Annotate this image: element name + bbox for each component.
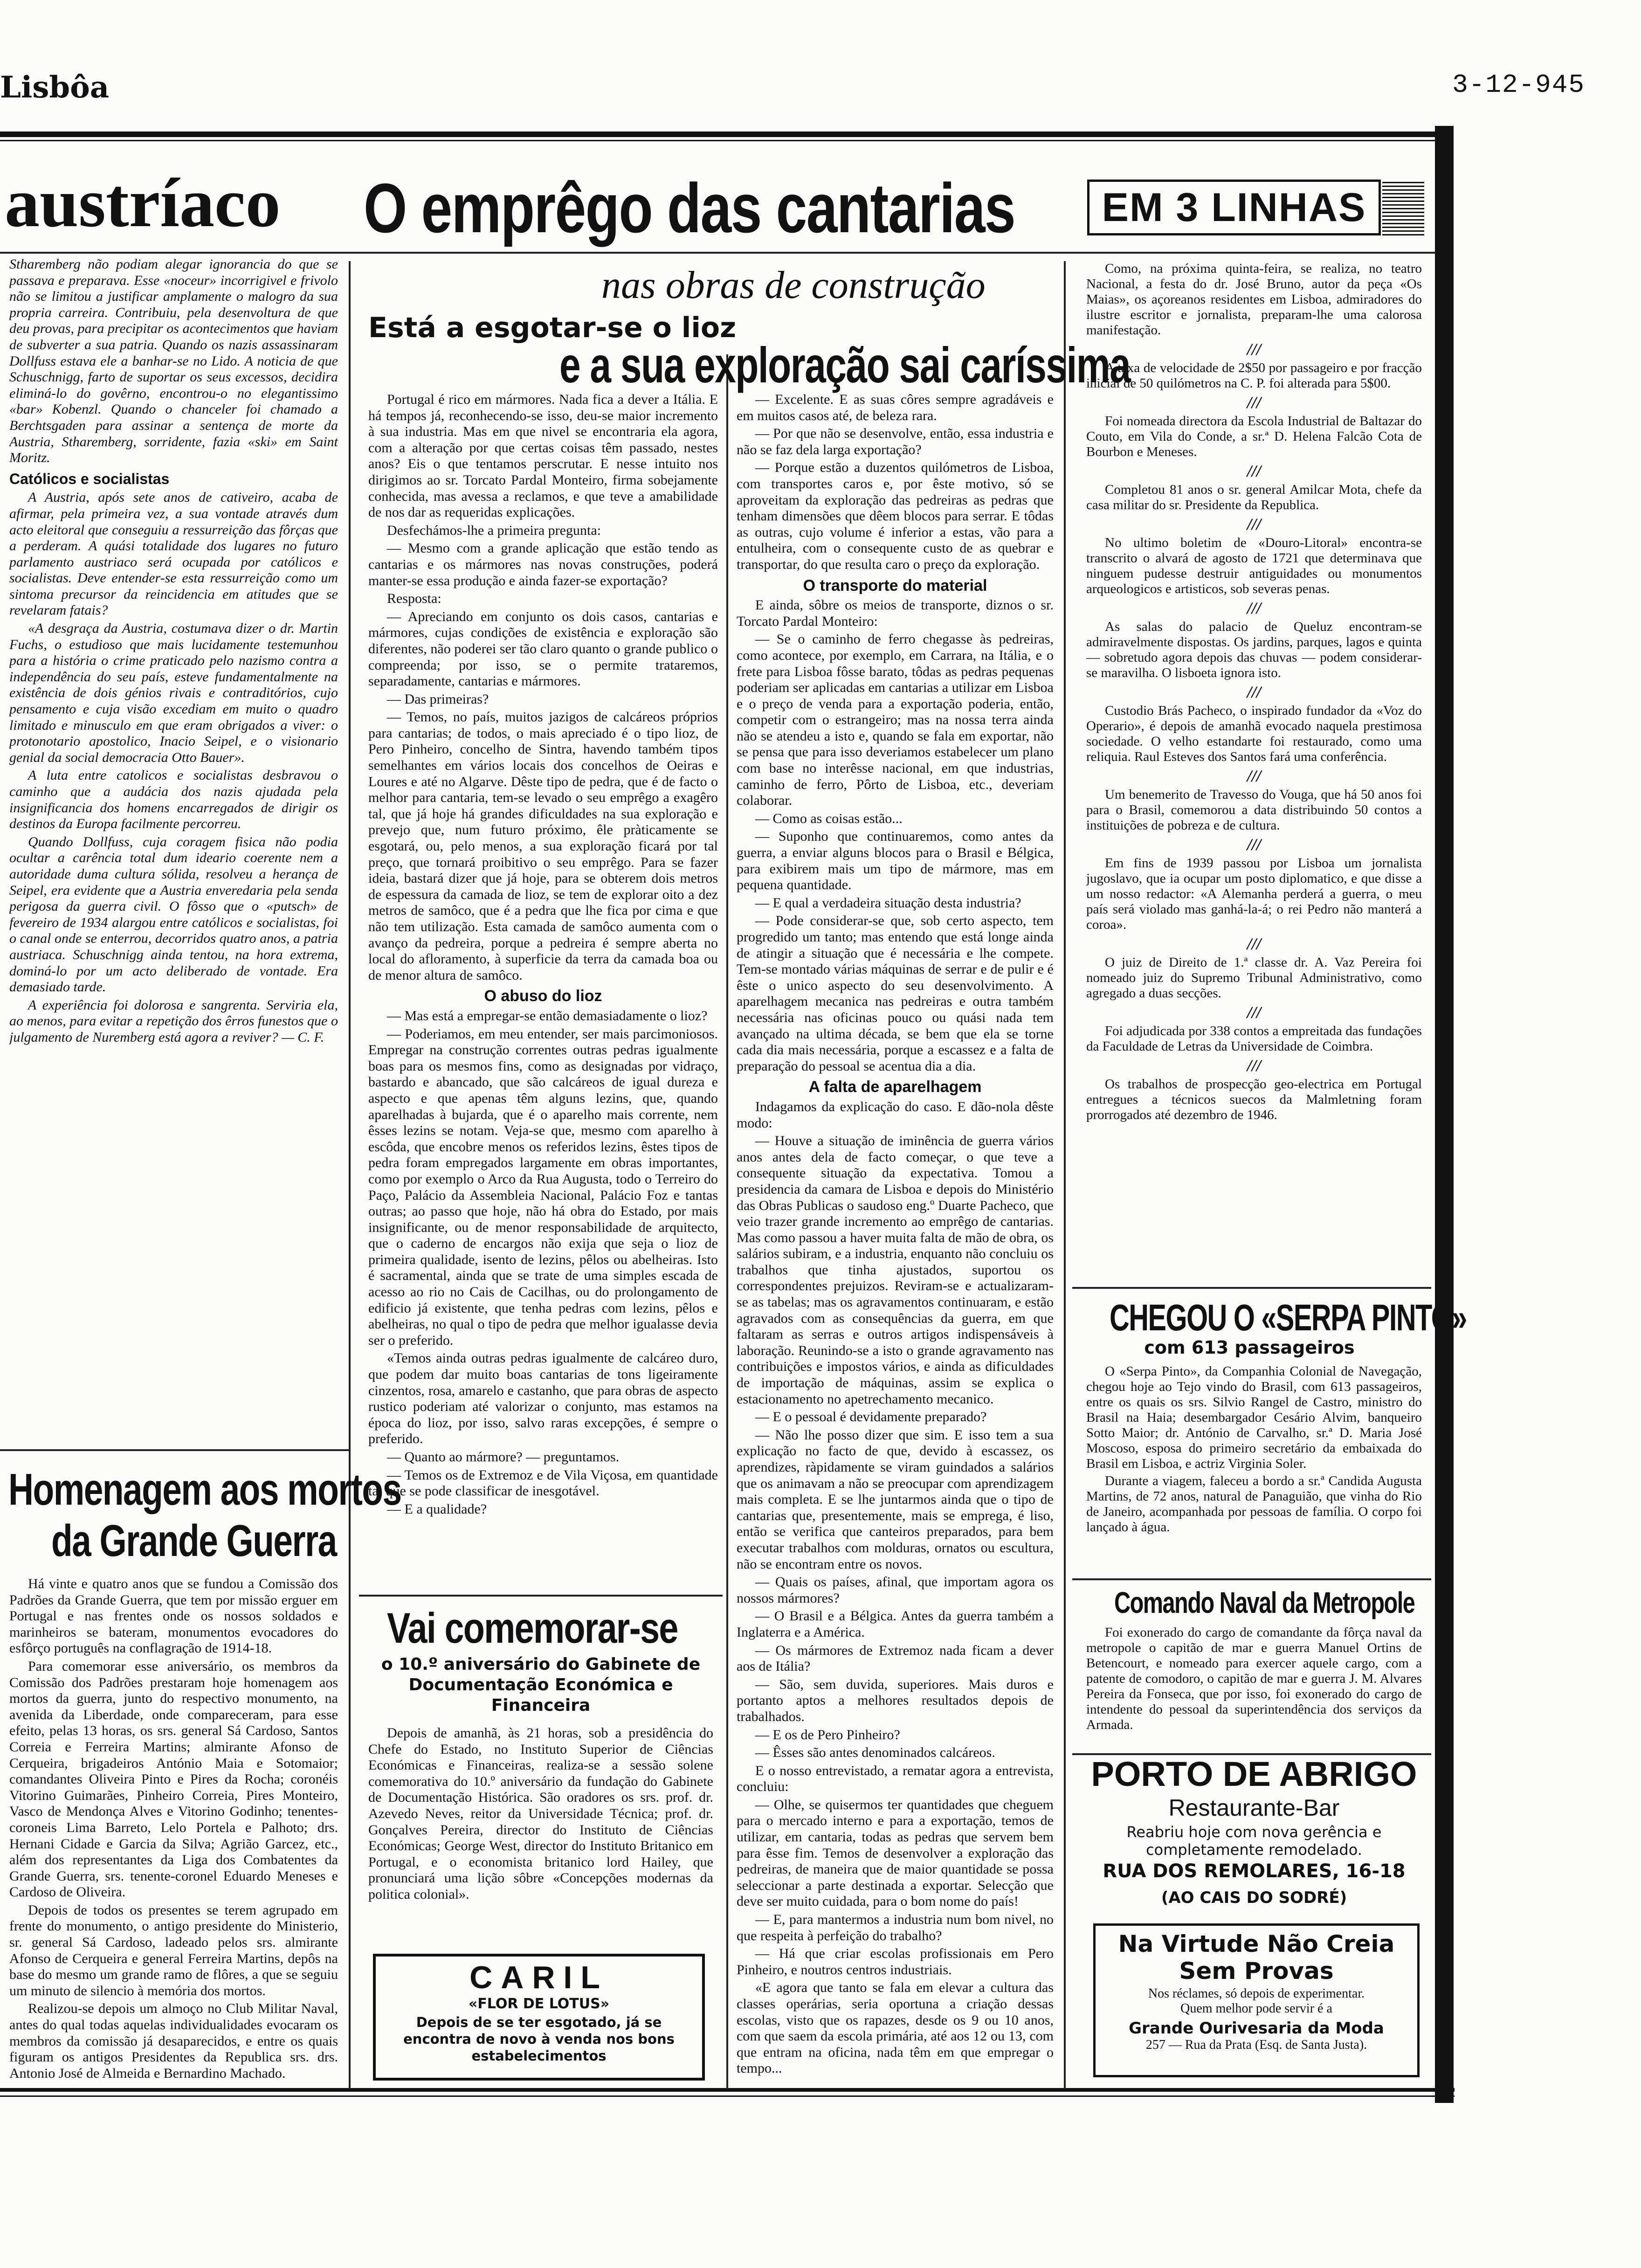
homenagem-paragraph: Há vinte e quatro anos que se fundou a Comissão dos Padrões da Grande Guerra, que tem por missão erguer em Portugal e nas frentes onde os nossos soldados e marinheiros se bateram, monumentos evocadores do esfôrço português na conflagração de 1914-18. — [9, 1576, 338, 1656]
virtude-text-2: Quem melhor pode servir é a — [1180, 2001, 1332, 2016]
main-paragraph: — E os de Pero Pinheiro? — [755, 1727, 900, 1742]
top-rule — [0, 131, 1436, 137]
porto-address: RUA DOS REMOLARES, 16-18 — [1103, 1860, 1406, 1882]
main-paragraph: Portugal é rico em mármores. Nada fica a dever a Itália. E há tempos já, reconhecendo-se isso, deu-se maior incremento à sua industria. Mas em que nivel se encontraria ela agora, com a alteração por que certas coisas têm passado, nestes anos? Eis o que tentamos perscrutar. E nesse intuito nos dirigimos ao sr. Torcato Pardal Monteiro, firma sobejamente conhecida, mas avessa a reclamos, e que teve a amabilidade de nos dar as requeridas explicações. — [368, 392, 718, 520]
main-paragraph: — Suponho que continuaremos, como antes da guerra, a enviar alguns blocos para o Brasil e Bélgica, para exibirem mais um tipo de mármore, mas em pequena quantidade. — [737, 829, 1054, 893]
left-paragraph: A Austria, após sete anos de cativeiro, acaba de afirmar, pela primeira vez, a sua vontade através dum acto eleitoral que conseguiu a ressurreição das fôrças que a perderam. A quási totalidade dos lugares no futuro parlamento austriaco será ocupada por católicos e socialistas. Deve entender-se esta ressurreição como um sintoma precursor da reincidencia em atitudes que se revelaram fatais? — [9, 490, 338, 618]
homenagem-headline-1: Homenagem aos mortos — [8, 1465, 401, 1514]
brief-item: No ultimo boletim de «Douro-Litoral» encontra-se transcrito o alvará de agosto de 1721 que determinava que ninguem pudesse destruir antiguidades ou monumentos arqueologicos e artisticos, sob severas penas. — [1086, 535, 1422, 596]
main-paragraph: — E a qualidade? — [387, 1501, 487, 1517]
naval-top-rule — [1072, 1578, 1431, 1580]
virtude-address: 257 — Rua da Prata (Esq. de Santa Justa). — [1145, 2038, 1367, 2052]
brief-separator: /// — [1247, 340, 1261, 359]
serpa-subhead: com 613 passageiros — [1144, 1337, 1355, 1358]
main-paragraph: — Poderiamos, em meu entender, ser mais parcimoniosos. Empregar na construção correntes outras pedras igualmente boas para os mesmos fins, como as designadas por vidraço, bastardo e abancado, que são calcáreos de igual dureza e aspecto e que apenas têm alguns lezins, que, quando aparelhadas à bujarda, que é o aparelho mais corrente, nem êsses lezins se notam. Veja-se que, mesmo com aparelho à escôda, que encobre menos os referidos lezins, êstes tipos de pedra foram empregados largamente em obras importantes, como por exemplo o Arco da Rua Augusta, todo o Terreiro do Paço, Palácio da Assembleia Nacional, Palácio Foz e tantas outras; ao passo que hoje, não há obra do Estado, por mais insignificante, ou de menor responsabilidade de arquitecto, que o caderno de encargos não exija que seja o lioz de primeira qualidade, isento de lezins, pêlos ou abelheiras. Isto é sacramental, ainda que se trate de uma simples escada de acesso ao rio no Cais de Cacilhas, ou do prolongamento de edificio já existente, que tenha pedras com lezins, pêlos e abelheiras, no qual o tipo de pedra que melhor igualasse devia ser o preferido. — [368, 1026, 718, 1348]
em3linhas-items — [1086, 261, 1422, 1268]
main-paragraph: Indagamos da explicação do caso. E dão-nola dêste modo: — [737, 1099, 1054, 1131]
brief-separator: /// — [1247, 515, 1261, 533]
brief-separator: /// — [1247, 835, 1261, 854]
brief-item: Em fins de 1939 passou por Lisboa um jornalista jugoslavo, que ia ocupar um posto diplomatico, e que disse a um nosso redactor: «A Alemanha perderá a guerra, o meu país será violado mas ganhá-la-á; o rei Pedro não manterá a coroa». — [1086, 856, 1422, 932]
main-paragraph: «Temos ainda outras pedras igualmente de calcáreo duro, que podem dar muito boas cantarias de tons ligeiramente cinzentos, rosa, amarelo e castanho, que para obras de aspecto rustico poderiam até valorizar o conjunto, mas estamos na época do lioz, por isso, salvo raras excepções, é sempre o preferido. — [368, 1350, 718, 1447]
main-paragraph: — E, para mantermos a industria num bom nivel, no que respeita à perfeição do trabalho? — [737, 1912, 1054, 1943]
porto-title: PORTO DE ABRIGO — [1091, 1755, 1417, 1793]
naval-paragraph: Foi exonerado do cargo de comandante da fôrça naval da metropole o capitão de mar e guerra Manuel Ortins de Betencourt, e nomeado para exercer aquele cargo, com a patente de comodoro, o capitão de mar e guerra J. M. Alvares Pereira da Fonseca, que por isso, foi exonerado do cargo de intendente do pessoal da superintendência dos serviços da Armada. — [1086, 1625, 1422, 1732]
serpa-paragraph: O «Serpa Pinto», da Companhia Colonial de Navegação, chegou hoje ao Tejo vindo do Brasil, com 613 passageiros, entre os quais os srs. Silvio Rangel de Castro, ministro do Brasil na Haia; desembargador Cesário Alvim, banqueiro Sotto Maior; dr. António de Carvalho, sr.ª D. Maria José Moscoso, esposa do primeiro secretário da embaixada do Brasil em Lisboa, e actriz Virginia Soler. — [1086, 1364, 1422, 1471]
brief-item: Completou 81 anos o sr. general Amilcar Mota, chefe da casa militar do sr. Presidente da Republica. — [1086, 482, 1422, 512]
main-paragraph: — São, sem duvida, superiores. Mais duros e portanto aptos a melhores resultados depois de trabalhados. — [737, 1676, 1054, 1724]
issue-date: 3-12-945 — [1452, 70, 1585, 100]
serpa-paragraph: Durante a viagem, faleceu a bordo a sr.ª Candida Augusta Martins, de 72 anos, natural de Panaguião, que vinha do Rio de Janeiro, acompanhada por pessoas de família. O corpo foi lançado à água. — [1086, 1473, 1422, 1535]
virtude-text-1: Nos réclames, só depois de experimentar. — [1148, 1986, 1365, 2001]
gabinete-headline: Vai comemorar-se — [387, 1604, 678, 1652]
main-paragraph: E ainda, sôbre os meios de transporte, diznos o sr. Torcato Pardal Monteiro: — [737, 597, 1054, 629]
main-paragraph: — E o pessoal é devidamente preparado? — [755, 1409, 987, 1425]
main-column-2 — [737, 392, 1054, 2082]
main-paragraph: Desfechámos-lhe a primeira pregunta: — [387, 522, 601, 538]
main-paragraph: — Por que não se desenvolve, então, essa industria e não se faz dela larga exportação? — [737, 426, 1054, 457]
em3linhas-title: EM 3 LINHAS — [1102, 185, 1366, 230]
brief-separator: /// — [1247, 393, 1261, 412]
main-paragraph: — Houve a situação de iminência de guerra vários anos antes dela de facto começar, o que teve a consequente situação da expectativa. Tomou a presidencia da camara de Lisboa e depois do Ministério das Obras Publicas o saudoso eng.º Duarte Pacheco, que veio trazer grande incremento ao emprêgo de cantarias. Mas como passou a haver muita falta de mão de obra, os salários subiram, e a industria, enquanto não concluiu os trabalhos que tinha ajustados, suportou os correspondentes prejuizos. Reviram-se e actualizaram-se as tabelas; mas os agravamentos continuaram, e estão agravados com as consequências da guerra, em que faltaram as serras e outros artigos indispensáveis à laboração. Reunindo-se a isto o grande agravamento nas contribuições e impostos vários, e ainda as dificuldades de importação de máquinas, assim se explica o estacionamento no apetrechamento mecanico. — [737, 1133, 1054, 1407]
caril-title: CARIL — [469, 1960, 608, 1995]
bottom-rule-thin — [0, 2095, 1455, 2097]
main-paragraph: — Excelente. E as suas côres sempre agradáveis e em muitos casos até, de beleza rara. — [737, 392, 1054, 423]
gabinete-top-rule — [359, 1595, 723, 1597]
brief-item: Um benemerito de Travesso do Vouga, que há 50 anos foi para o Brasil, comemorou a data distribuindo 50 contos a instituições de pobreza e de cultura. — [1086, 787, 1422, 833]
main-paragraph: — Mesmo com a grande aplicação que estão tendo as cantarias e os mármores nas novas construções, poderá manter-se essa produção e ainda fazer-se exportação? — [368, 540, 718, 588]
main-paragraph: E o nosso entrevistado, a rematar agora a entrevista, concluiu: — [737, 1763, 1054, 1795]
brief-item: Os trabalhos de prospecção geo-electrica em Portugal entregues a técnicos suecos da Malmletning foram prorrogados até dezembro de 1946. — [1086, 1077, 1422, 1122]
main-paragraph: — O Brasil e a Bélgica. Antes da guerra também a Inglaterra e a América. — [737, 1608, 1054, 1640]
main-paragraph: — Mas está a empregar-se então demasiadamente o lioz? — [387, 1008, 708, 1023]
main-paragraph: — Olhe, se quisermos ter quantidades que cheguem para o mercado interno e para a exportação, temos de utilizar, em cantaria, todas as pedras que servem bem para êsse fim. Temos de desenvolver a exploração das pedreiras, de maneira que de maior quantidade se possa seleccionar a parte destinada a exportar. Selecção que deve ser muito cuidada, para o bom nome do país! — [737, 1797, 1054, 1909]
main-paragraph: — Porque estão a duzentos quilómetros de Lisboa, com transportes caros e, por êste motivo, só se aproveitam da exploração das pedreiras as pedras que tenham dimensões que dêem blocos para serrar. E tôdas as outras, cujo volume é inferior a estas, vão para a entulheira, com o consequente custo de as quebrar e transportar, do que resulta caro o preço da exploração. — [737, 460, 1054, 572]
gabinete-body — [368, 1725, 713, 1940]
main-paragraph: — Temos, no país, muitos jazigos de calcáreos próprios para cantarias; de todos, o mais apreciado é o tipo lioz, de Pero Pinheiro, concelho de Sintra, havendo também tipos semelhantes em vários locais dos concelhos de Oeiras e Loures e até no Algarve. Dêste tipo de pedra, que é de facto o melhor para cantaria, tem-se levado o seu emprêgo a exagêro tal, que já hoje há grandes dificuldades na sua exploração e prevejo que, num futuro próximo, êle pràticamente se esgotará, ou, pelo menos, a sua exploração ficará por tal preço, que tornará proibitivo o seu emprêgo. Para se fazer ideia, bastará dizer que já hoje, para se obterem dois metros de espessura da camada de lioz, se tem de explorar oito a dez metros de samôco, que é a pedra que lhe fica por cima e que não tem utilização. Esta camada de samôco aumenta com o avanço da pedreira, porque a pedreira é sempre aberta no local do afloramento, à superficie da terra da camada boa ou de menor altura de samôco. — [368, 709, 718, 983]
main-paragraph: — Êsses são antes denominados calcáreos. — [755, 1745, 995, 1761]
main-paragraph: — Não lhe posso dizer que sim. E isso tem a sua explicação no facto de que, devido à escassez, os aprendizes, ràpidamente se viram guindados a salários que os animavam a não se preocupar com aprendizagem mais completa. E se lhe juntarmos ainda que o tipo de cantarias que, presentemente, mais se emprega, é liso, então se verifica que canteiros preparados, para bem executar trabalhos com molduras, ornatos ou escultura, não se encontram entre os novos. — [737, 1427, 1054, 1572]
main-paragraph: — E qual a verdadeira situação desta industria? — [755, 895, 1021, 911]
porto-text: Reabriu hoje com nova gerência e completamente remodelado. — [1126, 1823, 1382, 1859]
porto-subtitle: Restaurante-Bar — [1168, 1795, 1340, 1821]
caril-subtitle: «FLOR DE LOTUS» — [468, 1996, 610, 2012]
brief-item: Foi adjudicada por 338 contos a empreitada das fundações da Faculdade de Letras da Universidade de Coimbra. — [1086, 1023, 1422, 1054]
em3linhas-title-box — [1087, 180, 1381, 235]
virtude-shop: Grande Ourivesaria da Moda — [1129, 2019, 1384, 2038]
main-headline: O emprêgo das cantarias — [364, 169, 1015, 247]
serpa-body — [1086, 1364, 1422, 1569]
porto-note: (AO CAIS DO SODRÉ) — [1161, 1888, 1347, 1907]
left-paragraph: A experiência foi dolorosa e sangrenta. Serviria ela, ao menos, para evitar a repetição dos êrros funestos que o julgamento de Nuremberg está agora a reviver? — C. F. — [9, 997, 338, 1045]
subhead-falta: A falta de aparelhagem — [808, 1078, 982, 1096]
main-paragraph: — Das primeiras? — [387, 691, 489, 707]
serpa-top-rule — [1072, 1287, 1431, 1289]
main-paragraph: Resposta: — [387, 591, 441, 607]
homenagem-paragraph: Depois de todos os presentes se terem agrupado em frente do monumento, o antigo presidente do Ministerio, sr. general Sá Cardoso, ladeado pelos srs. almirante Afonso de Cerqueira e general Ferreira Martins, depôs na base do mesmo um grande ramo de flôres, a que se seguiu um minuto de silencio à memória dos mortos. — [9, 1902, 338, 1998]
virtude-title-1: Na Virtude Não Creia — [1118, 1930, 1395, 1957]
main-deck-2: e a sua exploração sai caríssima — [559, 337, 1131, 393]
left-paragraph: Quando Dollfuss, cuja coragem fisica não podia ocultar a carência total dum ideario coerente nem a autoridade duma cultura sólida, resolveu a herança de Seipel, era evidente que a Austria enveredaria pela senda perigosa da guerra civil. O fôsso que o «putsch» de fevereiro de 1934 alargou entre católicos e socialistas, foi o canal onde se enterrou, decorridos quatro anos, a patria austriaca. Schuschnigg ainda tentou, na hora extrema, dominá-lo por um acto deliberado de vontade. Era demasiado tarde. — [9, 834, 338, 995]
left-headline: austríaco — [5, 164, 281, 242]
brief-separator: /// — [1247, 767, 1261, 785]
brief-item: Como, na próxima quinta-feira, se realiza, no teatro Nacional, a festa do dr. José Bruno, autor da peça «Os Maias», os açoreanos residentes em Lisboa, admiradores do ilustre escritor e jornalista, preparam-lhe uma calorosa manifestação. — [1086, 261, 1422, 338]
left-subhead: Católicos e socialistas — [9, 470, 170, 487]
top-rule-thin — [0, 140, 1436, 141]
main-deck-1: Está a esgotar-se o lioz — [368, 311, 737, 344]
main-paragraph: — Se o caminho de ferro chegasse às pedreiras, como acontece, por exemplo, em Carrara, na Itália, e o frete para Lisboa fôsse barato, tôdas as pedras pequenas poderiam ser aplicadas em cantarias a utilizar em Lisboa e o preço de venda para a exportação poderia, então, competir com o estrangeiro; mas na nossa terra ainda não se atendeu a isto e, quando se fala em exportar, não se pensa que para isso deveriamos estabelecer um plano com base no interêsse nacional, em que industrias, caminho de ferro, Pôrto de Lisboa, etc., deveriam colaborar. — [737, 631, 1054, 809]
main-column-1 — [368, 392, 718, 1585]
virtude-title-2: Sem Provas — [1179, 1957, 1334, 1984]
brief-separator: /// — [1247, 683, 1261, 701]
main-kicker: nas obras de construção — [601, 263, 986, 307]
brief-separator: /// — [1247, 934, 1261, 953]
main-paragraph: — Temos os de Extremoz e de Vila Viçosa, em quantidade tal que se pode classificar de inesgotável. — [368, 1467, 718, 1499]
homenagem-paragraph: Para comemorar esse aniversário, os membros da Comissão dos Padrões prestaram hoje homenagem aos mortos da guerra, junto do respectivo monumento, na avenida da Liberdade, onde compareceram, para esse efeito, pelas 13 horas, os srs. general Sá Cardoso, Santos Correia e Ferreira Martins; almirante Afonso de Cerqueira, brigadeiros António Maia e Sotomaior; comandantes Oliveira Pinto e Pires da Rocha; coronéis Vitorino Guimarães, Pinheiro Correia, Pires Monteiro, Vasco de Mendonça Alves e Vitorino Godinho; tenentes-coroneis Lima Barreto, Lelo Portela e Palhoto; drs. Hernani Cidade e Garcia da Silva; Agrião Garcez, etc., além dos representantes da Liga dos Combatentes da Grande Guerra, srs. tenente-coronel Eduardo Meneses e Cardoso de Oliveira. — [9, 1658, 338, 1900]
left-paragraph: A luta entre catolicos e socialistas desbravou o caminho que a audácia dos nazis ajudada pela insignificancia dos homens encarregados de dirigir os destinos da Europa facilmente percorreu. — [9, 768, 338, 832]
column-rule-3 — [1064, 261, 1066, 2089]
main-paragraph: — Há que criar escolas profissionais em Pero Pinheiro, e noutros centros industriais. — [737, 1946, 1054, 1978]
subhead-transporte: O transporte do material — [803, 576, 987, 595]
main-paragraph: — Os mármores de Extremoz nada ficam a dever aos de Itália? — [737, 1642, 1054, 1674]
subhead-abuso: O abuso do lioz — [484, 987, 602, 1005]
brief-item: As salas do palacio de Queluz encontram-se admiravelmente dispostas. Os jardins, parques, lagos e quinta — sobretudo agora depois das chuvas — podem considerar-se maravilha. O lisboeta ignora isto. — [1086, 619, 1422, 680]
virtude-ad — [1093, 1923, 1420, 2077]
brief-separator: /// — [1247, 1056, 1261, 1075]
caril-ad — [373, 1954, 705, 2081]
homenagem-body — [9, 1576, 338, 2082]
serpa-headline: CHEGOU O «SERPA PINTO» — [1110, 1297, 1467, 1338]
brief-item: O juiz de Direito de 1.ª classe dr. A. Vaz Pereira foi nomeado juiz do Supremo Tribunal Administrativo, como agregado a duas secções. — [1086, 955, 1422, 1001]
left-intro: Stharemberg não podiam alegar ignorancia do que se passava e preparava. Esse «noceur» incorrigivel e frivolo não se limitou a justificar amplamente o malogro da sua propria carreira. Contribuiu, pela desenvoltura de que deu provas, para precipitar os acontecimentos que haviam de subverter a sua patria. Quando os nazis assassinaram Dollfuss estava ele a banhar-se no Lido. A noticia de que Schuschnigg, farto de suportar os seus excessos, decidira eliminá-lo do govêrno, encontrou-o no elegantissimo «bar» Kobenzl. Quando o chanceler foi chamado a Berchtsgaden para assinar a sentença de morte da Austria, Stharemberg, sorridente, fazia «ski» em Saint Moritz. — [9, 256, 338, 466]
homenagem-paragraph: Realizou-se depois um almoço no Club Militar Naval, antes do qual todas aquelas individualidades evocaram os membros da comissão já desaparecidos, e entre os quais figuram os antigos Presidentes da Republica srs. drs. Antonio José de Almeida e Bernardino Machado. — [9, 2001, 338, 2081]
main-paragraph: — Como as coisas estão... — [755, 810, 903, 826]
main-paragraph: — Quanto ao mármore? — preguntamos. — [387, 1449, 620, 1465]
right-frame — [1435, 126, 1454, 2103]
brief-item: Foi nomeada directora da Escola Industrial de Baltazar do Couto, em Vila do Conde, a sr.ª D. Helena Falcão Cota de Bourbon e Meneses. — [1086, 414, 1422, 459]
em3linhas-hatch — [1382, 180, 1424, 235]
newspaper-name: Lisbôa — [0, 70, 110, 105]
homenagem-top-rule — [0, 1449, 349, 1451]
brief-separator: /// — [1247, 462, 1261, 480]
main-paragraph: «E agora que tanto se fala em elevar a cultura das classes operárias, seria oportuna a criação dessas escolas, visto que os rapazes, desde os 9 ou 10 anos, com que saem da escola primária, até aos 12 ou 13, com que entram na oficina, nada têm em que empregar o tempo... — [737, 1980, 1054, 2076]
brief-item: Custodio Brás Pacheco, o inspirado fundador da «Voz do Operario», é depois de amanhã evocado naquela prestimosa sociedade. O velho estandarte foi restaurado, como uma reliquia. Raul Esteves dos Santos fará uma conferência. — [1086, 703, 1422, 764]
left-paragraph: «A desgraça da Austria, costumava dizer o dr. Martin Fuchs, o estudioso que mais lucidamente testemunhou para a história o crime praticado pelo nazismo contra a independência do seu país, esteve fundamentalmente na existência de dois génios rivais e contraditórios, cujo pensamento e cuja visão excediam em muito o quadro limitado e minusculo em que eram obrigados a viver: o protonotario apostolico, Inacio Seipel, e o visionario genial da social democracia Otto Bauer». — [9, 621, 338, 765]
brief-item: A taxa de velocidade de 2$50 por passageiro e por fracção inicial de 50 quilómetros na C. P. foi alterada para 5$00. — [1086, 360, 1422, 391]
gabinete-paragraph: Depois de amanhã, às 21 horas, sob a presidência do Chefe do Estado, no Instituto Superior de Ciências Económicas e Financeiras, realiza-se a sessão solene comemorativa do 10.º aniversário da fundação do Gabinete de Documentação Histórica. São oradores os srs. prof. dr. Azevedo Neves, reitor da Universidade Técnica; prof. dr. Gonçalves Pereira, director do Instituto de Ciências Económicas; George West, director do Instituto Britanico em Portugal, e o economista britanico lord Hailey, que pronunciará uma lição sôbre «Concepções modernas da politica colonial». — [368, 1725, 713, 1902]
main-paragraph: — Apreciando em conjunto os dois casos, cantarias e mármores, cujas condições de existência e exploração são diferentes, não poderei ser tão claro quanto o grande publico o compreenda; por isso, se o permite trataremos, separadamente, cantarias e mármores. — [368, 608, 718, 689]
main-paragraph: — Quais os países, afinal, que importam agora os nossos mármores? — [737, 1574, 1054, 1606]
homenagem-headline-2: da Grande Guerra — [51, 1516, 337, 1566]
headline-rule — [0, 252, 1436, 254]
brief-separator: /// — [1247, 1003, 1261, 1022]
main-paragraph: — Pode considerar-se que, sob certo aspecto, tem progredido um tanto; mas entendo que está longe ainda de atingir a situação que é necessária e lhe compete. Tem-se montado várias máquinas de serrar e de pulir e é êste o unico aspecto do seu desenvolvimento. A aparelhagem mecanica nas pedreiras e outra também necessária nas oficinas pouco ou quási nada tem avançado na ultima década, se bem que ela se torne cada dia mais necessária, porque a escassez e a falta de preparação do pessoal se acentua dia a dia. — [737, 913, 1054, 1074]
naval-headline: Comando Naval da Metropole — [1114, 1586, 1415, 1619]
caril-text: Depois de se ter esgotado, já se encontra de novo à venda nos bons estabelecimentos — [403, 2014, 675, 2064]
column-rule-2 — [726, 354, 728, 2089]
gabinete-subhead: o 10.º aniversário do Gabinete de Documentação Económica e Financeira — [381, 1655, 701, 1715]
brief-separator: /// — [1247, 599, 1261, 617]
left-article-body — [9, 256, 338, 1445]
column-rule-1 — [349, 261, 351, 2089]
